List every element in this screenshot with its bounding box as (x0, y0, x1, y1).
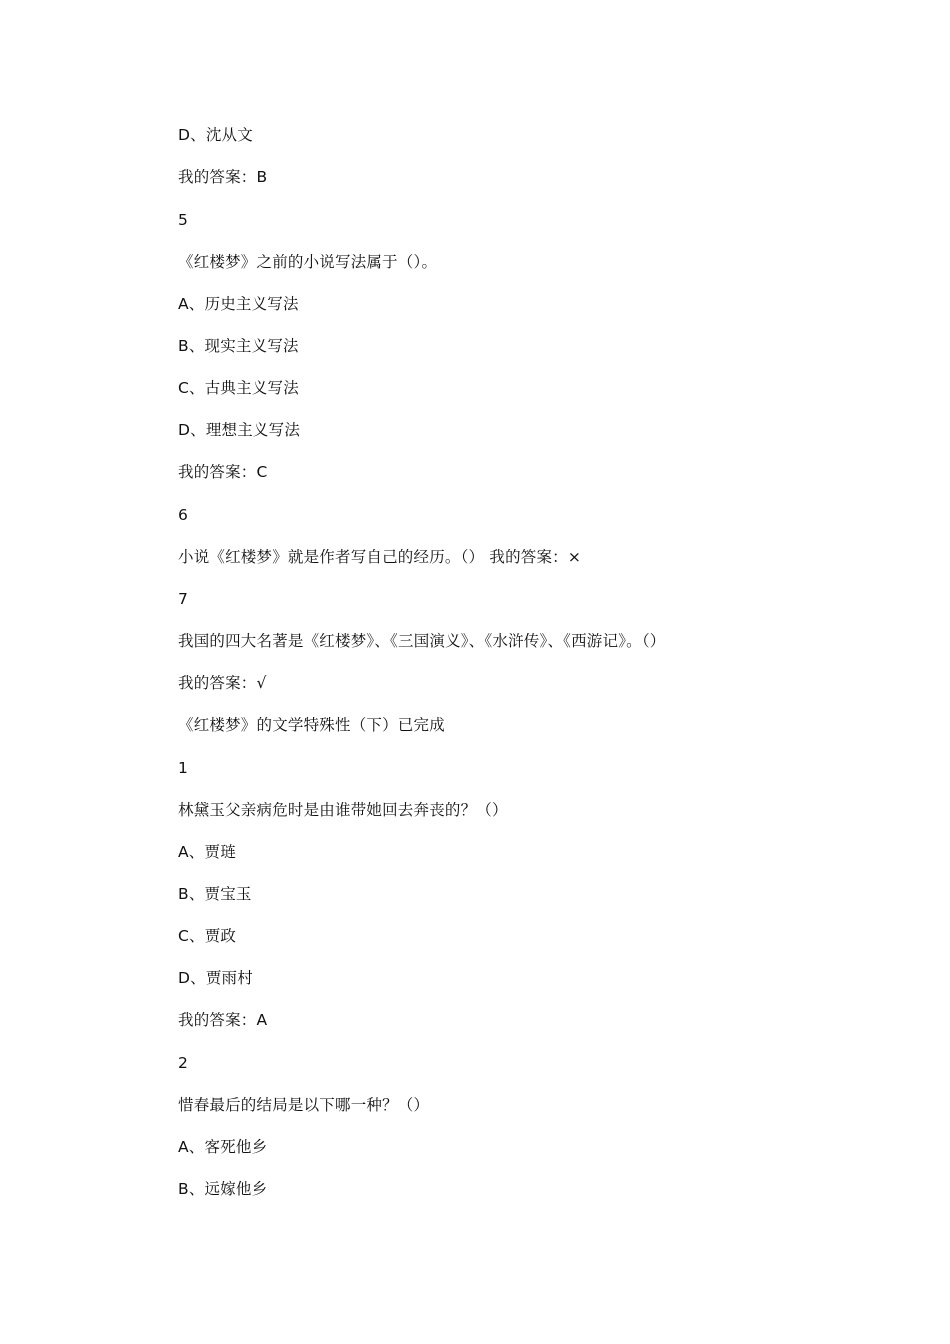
question-text: 小说《红楼梦》就是作者写自己的经历。（） 我的答案：× (178, 548, 582, 566)
question-number: 5 (178, 211, 189, 229)
question-text: 我国的四大名著是《红楼梦》、《三国演义》、《水浒传》、《西游记》。（） (178, 632, 666, 650)
option-line: D、理想主义写法 (178, 421, 301, 439)
option-line: D、沈从文 (178, 126, 253, 144)
option-line: C、贾政 (178, 927, 237, 945)
question-number: 1 (178, 759, 189, 777)
section-title: 《红楼梦》的文学特殊性（下）已完成 (178, 716, 445, 734)
answer-line: 我的答案：C (178, 463, 268, 481)
answer-line: 我的答案：B (178, 168, 268, 186)
option-line: B、现实主义写法 (178, 337, 299, 355)
option-line: A、历史主义写法 (178, 295, 299, 313)
option-line: C、古典主义写法 (178, 379, 299, 397)
option-line: B、贾宝玉 (178, 885, 252, 903)
question-number: 7 (178, 590, 189, 608)
question-number: 6 (178, 506, 189, 524)
question-text: 《红楼梦》之前的小说写法属于（）。 (178, 253, 438, 271)
question-text: 惜春最后的结局是以下哪一种？（） (178, 1096, 430, 1114)
option-line: B、远嫁他乡 (178, 1180, 268, 1198)
option-line: A、客死他乡 (178, 1138, 268, 1156)
answer-line: 我的答案：√ (178, 674, 267, 692)
option-line: D、贾雨村 (178, 969, 253, 987)
question-text: 林黛玉父亲病危时是由谁带她回去奔丧的？（） (178, 801, 508, 819)
answer-line: 我的答案：A (178, 1011, 268, 1029)
option-line: A、贾琏 (178, 843, 236, 861)
question-number: 2 (178, 1054, 189, 1072)
